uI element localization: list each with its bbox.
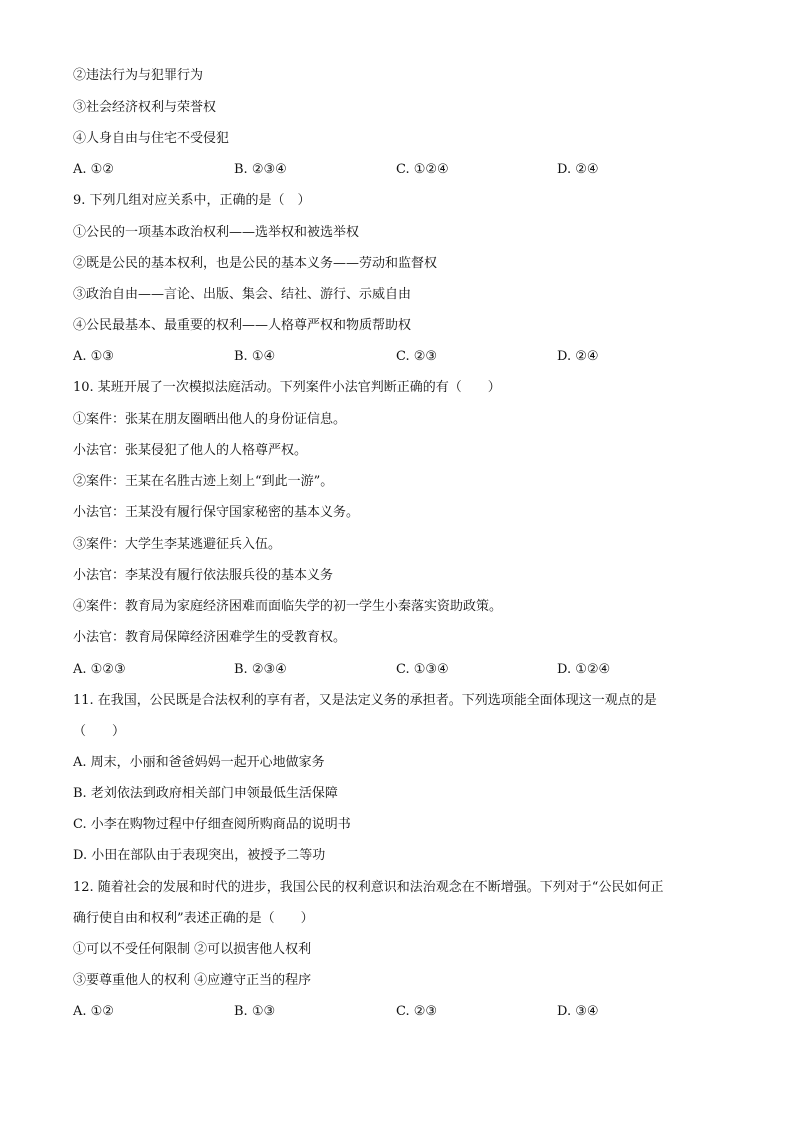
prev-question-item-4: ④人身自由与住宅不受侵犯: [73, 131, 230, 146]
q10-option-d: D. ①②④: [557, 662, 611, 677]
q9-item-2: ②既是公民的基本权利，也是公民的基本义务——劳动和监督权: [73, 256, 438, 271]
q9-option-a: A. ①③: [73, 349, 114, 364]
q11-option-c: C. 小李在购物过程中仔细查阅所购商品的说明书: [73, 817, 351, 832]
q9-option-c: C. ②③: [396, 349, 438, 364]
q10-item-5: ③案件：大学生李某逃避征兵入伍。: [73, 537, 282, 552]
q12-items-line2: ③要尊重他人的权利 ④应遵守正当的程序: [73, 973, 312, 988]
q11-option-b: B. 老刘依法到政府相关部门申领最低生活保障: [73, 786, 338, 801]
q12-option-c: C. ②③: [396, 1004, 438, 1019]
q11-option-d: D. 小田在部队由于表现突出，被授予二等功: [73, 848, 326, 863]
q10-item-2: 小法官：张某侵犯了他人的人格尊严权。: [73, 443, 308, 458]
q12-option-b: B. ①③: [234, 1004, 276, 1019]
q10-item-3: ②案件：王某在名胜古迹上刻上“到此一游”。: [73, 474, 334, 489]
q11-option-a: A. 周末，小丽和爸爸妈妈一起开心地做家务: [73, 755, 325, 770]
prev-question-item-3: ③社会经济权利与荣誉权: [73, 100, 217, 115]
q11-stem-line2: （ ）: [73, 724, 126, 739]
q10-option-c: C. ①③④: [396, 662, 449, 677]
q10-item-7: ④案件：教育局为家庭经济困难而面临失学的初一学生小秦落实资助政策。: [73, 599, 503, 614]
prev-option-c: C. ①②④: [396, 162, 449, 177]
q10-option-b: B. ②③④: [234, 662, 287, 677]
q11-stem-line1: 11. 在我国，公民既是合法权利的享有者，又是法定义务的承担者。下列选项能全面体现这一观点的是: [73, 693, 657, 708]
q10-item-1: ①案件：张某在朋友圈晒出他人的身份证信息。: [73, 412, 347, 427]
q9-item-1: ①公民的一项基本政治权利——选举权和被选举权: [73, 225, 360, 240]
q9-item-3: ③政治自由——言论、出版、集会、结社、游行、示威自由: [73, 287, 412, 302]
q9-option-d: D. ②④: [557, 349, 599, 364]
q10-option-a: A. ①②③: [73, 662, 126, 677]
q9-stem: 9. 下列几组对应关系中，正确的是（ ）: [73, 193, 311, 208]
q12-option-a: A. ①②: [73, 1004, 114, 1019]
q10-item-8: 小法官：教育局保障经济困难学生的受教育权。: [73, 630, 347, 645]
prev-option-d: D. ②④: [557, 162, 599, 177]
q12-option-d: D. ③④: [557, 1004, 599, 1019]
q12-stem-line2: 确行使自由和权利”表述正确的是（ ）: [73, 911, 314, 926]
q12-items-line1: ①可以不受任何限制 ②可以损害他人权利: [73, 942, 312, 957]
q9-option-b: B. ①④: [234, 349, 276, 364]
prev-question-item-2: ②违法行为与犯罪行为: [73, 68, 204, 83]
prev-option-a: A. ①②: [73, 162, 114, 177]
q12-stem-line1: 12. 随着社会的发展和时代的进步，我国公民的权利意识和法治观念在不断增强。下列对于“公民如何正: [73, 880, 664, 895]
q10-item-4: 小法官：王某没有履行保守国家秘密的基本义务。: [73, 505, 360, 520]
q9-item-4: ④公民最基本、最重要的权利——人格尊严权和物质帮助权: [73, 318, 412, 333]
prev-option-b: B. ②③④: [234, 162, 287, 177]
q10-item-6: 小法官：李某没有履行依法服兵役的基本义务: [73, 568, 334, 583]
q10-stem: 10. 某班开展了一次模拟法庭活动。下列案件小法官判断正确的有（ ）: [73, 380, 501, 395]
